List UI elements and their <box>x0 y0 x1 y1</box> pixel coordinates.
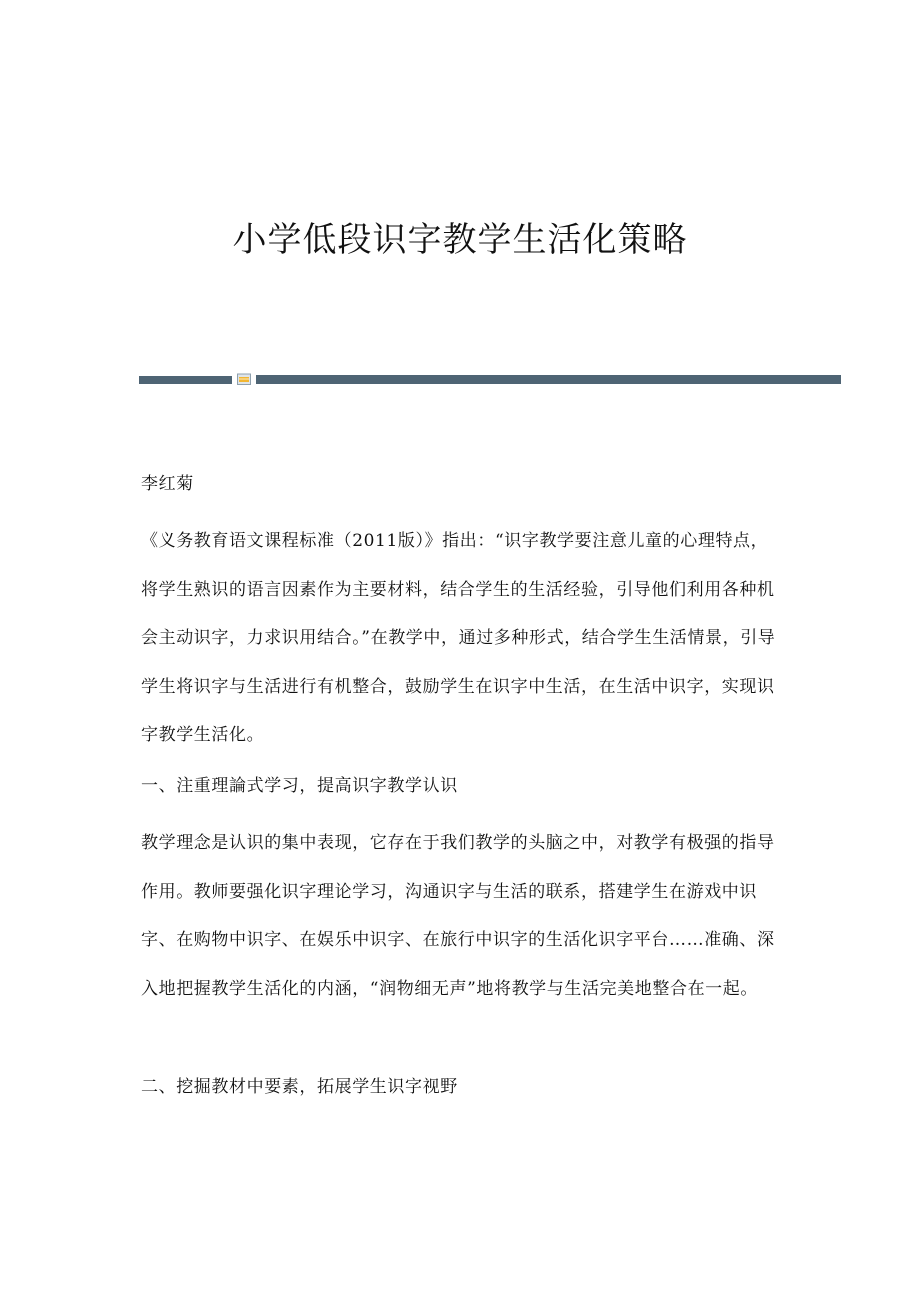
divider-right-bar <box>256 375 841 384</box>
document-title: 小学低段识字教学生活化策略 <box>232 220 688 260</box>
paragraph-intro: 《义务教育语文课程标准（2011版）》指出：“识字教学要注意儿童的心理特点，将学生熟识的语言因素作为主要材料，结合学生的生活经验，引导他们利用各种机会主动识字，力求识用结合。”在教学中，通过多种形式，结合学生生活情景，引导学生将识字与生活进行有机整合，鼓励学生在识字中生活，在生活中识字，实现识字教学生活化。 <box>141 531 776 745</box>
paragraph-section-1: 教学理念是认识的集中表现，它存在于我们教学的头脑之中，对教学有极强的指导作用。教师要强化识字理论学习，沟通识字与生活的联系，搭建学生在游戏中识字、在购物中识字、在娱乐中识字、在旅行中识字的生活化识字平台……准确、深入地把握教学生活化的内涵，“润物细无声”地将教学与生活完美地整合在一起。 <box>141 833 775 999</box>
section-heading-1: 一、注重理論式学习，提高识字教学认识 <box>141 776 458 796</box>
divider-left-bar <box>139 376 232 384</box>
folder-icon <box>237 373 251 385</box>
author-name: 李红菊 <box>141 474 194 494</box>
section-heading-2: 二、挖掘教材中要素，拓展学生识字视野 <box>141 1077 458 1097</box>
